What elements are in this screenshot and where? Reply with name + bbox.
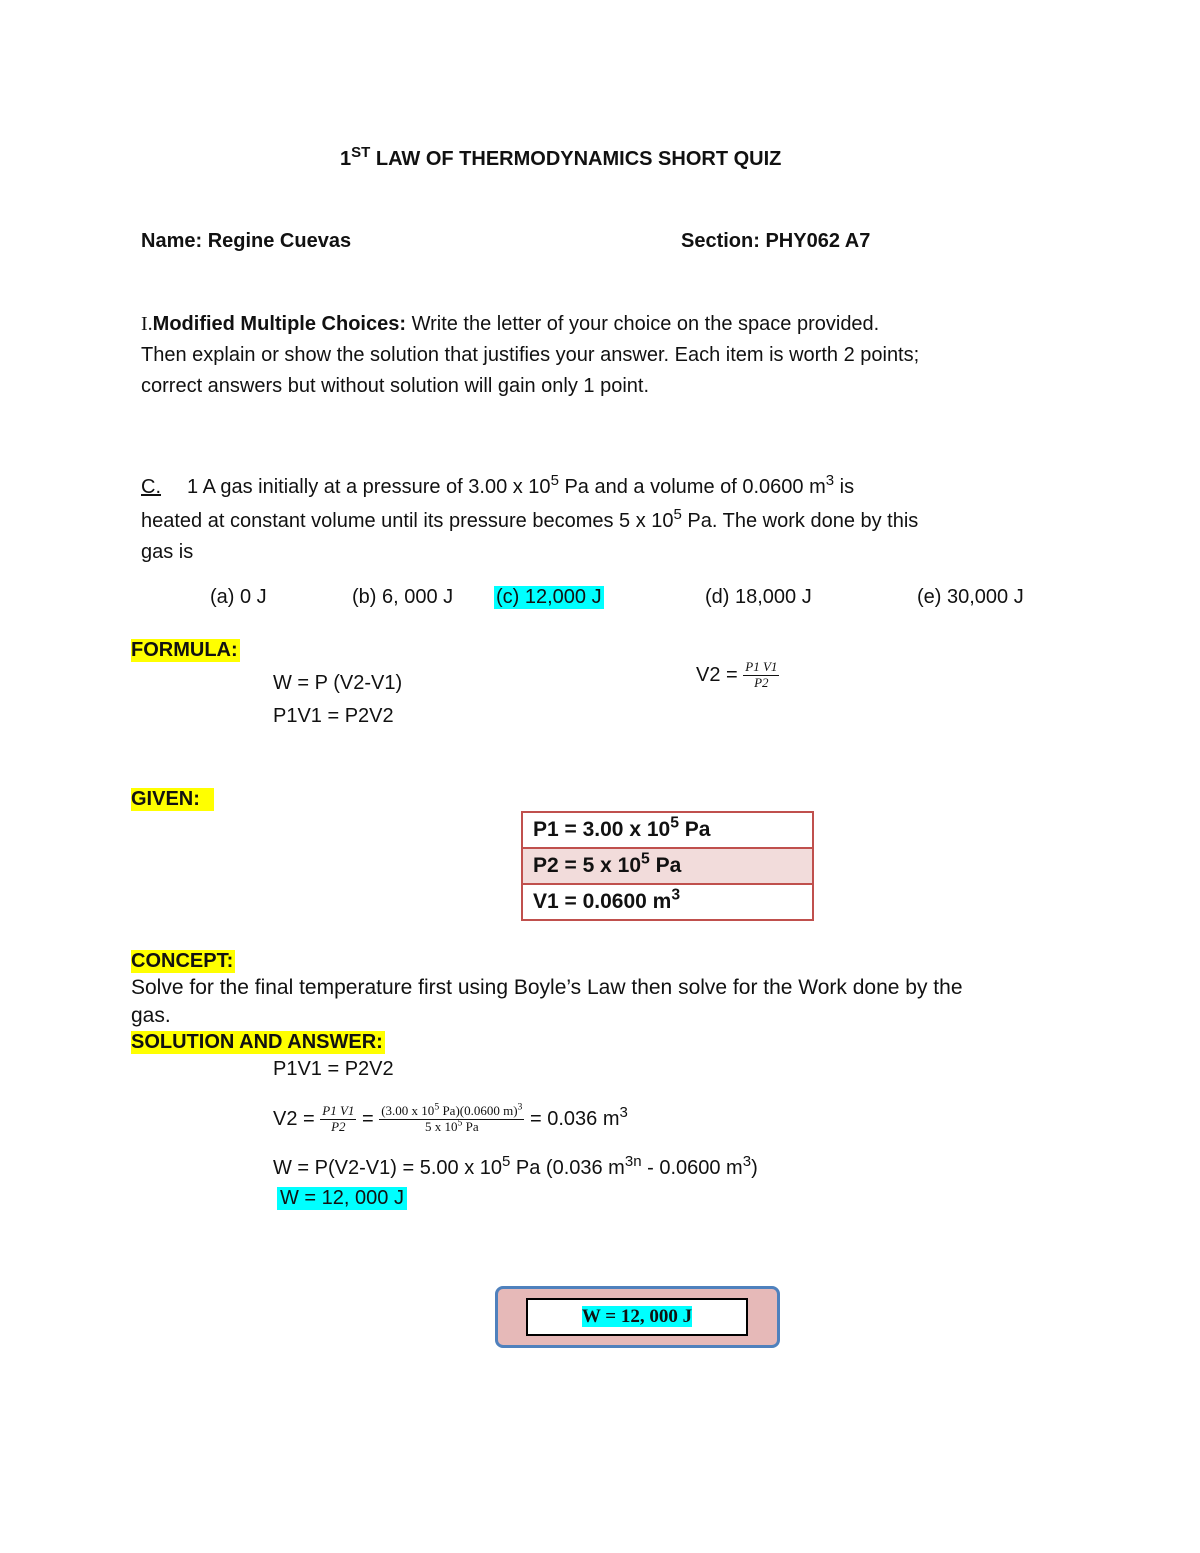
- final-answer-box: [495, 1286, 780, 1348]
- instructions-line3: correct answers but without solution will gain only 1 point.: [141, 375, 650, 397]
- given-row-p2: P2 = 5 x $10^5$ Pa: [522, 848, 813, 884]
- instructions-line1: I.Modified Multiple Choices: Write the letter of your choice on the space provided.: [141, 313, 880, 335]
- solution-work-line: W = P(V2-V1) = 5.00 x $10^5$ Pa (0.036 $m^{3n} - 0.0600$ $m^3$): [273, 1152, 758, 1179]
- student-section: Section: PHY062 A7: [681, 230, 871, 252]
- question-line3: gas is: [141, 541, 194, 563]
- solution-label: SOLUTION AND ANSWER:: [131, 1031, 383, 1053]
- given-table: [521, 811, 814, 921]
- choice-a: (a) 0 J: [210, 586, 267, 608]
- answer-letter: C.: [141, 476, 161, 498]
- solution-fraction-symbolic: $\frac{P1 V1}{P2}$: [322, 1103, 355, 1134]
- solution-fraction-numeric: $\frac{(3.00 x 10^5 Pa)(0.0600 m)^3}{5 x 10^5 Pa}$: [381, 1101, 523, 1134]
- choice-c-selected: (c) 12,000 J: [496, 586, 602, 608]
- solution-v2-line: V2 = $\frac{P1 V1}{P2}$ = $\frac{(3.00 x 10^5 Pa)(0.0600 m)^3}{5 x 10^5 Pa}$ = 0.036 $m^3$: [273, 1101, 628, 1134]
- formula-v2-fraction: $\frac{P1 V1}{P2}$: [745, 659, 778, 690]
- given-row-p1: P1 = 3.00 x $10^5$ Pa: [522, 812, 813, 848]
- page-title: 1ST LAW OF THERMODYNAMICS SHORT QUIZ: [340, 143, 782, 170]
- choice-b: (b) 6, 000 J: [352, 586, 454, 608]
- instructions-line2: Then explain or show the solution that justifies your answer. Each item is worth 2 points;: [141, 344, 920, 366]
- question-line1: C. 1 A gas initially at a pressure of 3.00 x $10^5$ Pa and a volume of 0.0600 $m^3$ is: [141, 471, 855, 498]
- given-label: GIVEN:: [131, 788, 214, 811]
- concept-label: CONCEPT:: [131, 950, 234, 972]
- question-line2: heated at constant volume until its pressure becomes 5 x $10^5$ Pa. The work done by this: [141, 505, 919, 532]
- choice-e: (e) 30,000 J: [917, 586, 1024, 608]
- final-answer-text: W = 12, 000 J: [581, 1306, 693, 1327]
- solution-boyle: P1V1 = P2V2: [273, 1058, 394, 1080]
- student-name: Name: Regine Cuevas: [141, 230, 352, 252]
- given-row-v1: V1 = 0.0600 $m^3$: [522, 884, 813, 920]
- concept-line1: Solve for the final temperature first using Boyle’s Law then solve for the Work done by the: [131, 976, 963, 999]
- solution-answer: W = 12, 000 J: [277, 1187, 407, 1210]
- concept-line2: gas.: [131, 1004, 171, 1027]
- formula-label: FORMULA:: [131, 639, 238, 661]
- formula-work: W = P (V2-V1): [273, 672, 403, 694]
- choice-d: (d) 18,000 J: [705, 586, 812, 608]
- final-answer-inner: [526, 1298, 748, 1336]
- formula-boyle: P1V1 = P2V2: [273, 705, 394, 727]
- formula-v2: V2 = $\frac{P1 V1}{P2}$: [696, 659, 778, 690]
